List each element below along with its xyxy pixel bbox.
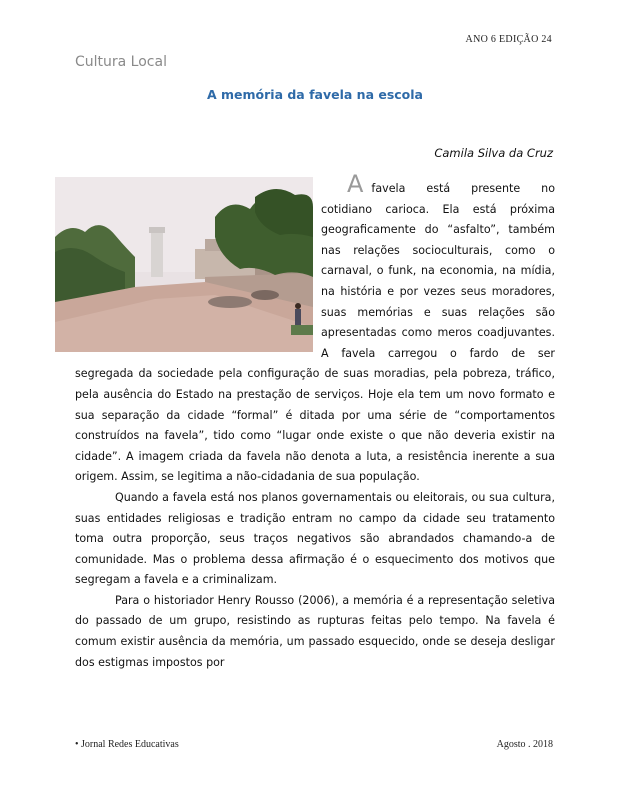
drop-cap: A xyxy=(347,170,364,198)
paragraph-1-text: favela está presente no cotidiano carioca. Ela está próxima geograficamente do “asfalto”, também nas relações socioculturais, como o carnaval, o funk, na economia, na mídia, na história e por vezes seus moradores, suas memórias e suas relações são apresentadas como meros coadjuvantes. A favela carregou o fardo de ser segregada da sociedade pela configuração de suas moradias, pela pobreza, tráfico, pela ausência do Estado na prestação de serviços. Hoje ela tem um novo formato e sua separação da cidade “formal” é ditada por uma série de “comportamentos construídos na favela”, tido como “lugar onde existe o que não deveria existir na cidade”. A imagem criada da favela não denota a luta, a resistência inerente a sua origem. Assim, se legitima a não-cidadania de sua população. xyxy=(75,182,555,484)
favela-street-photo xyxy=(55,177,313,352)
section-title: Cultura Local xyxy=(75,54,167,70)
article-title: A memória da favela na escola xyxy=(206,87,423,102)
article-author: Camila Silva da Cruz xyxy=(434,146,553,160)
issue-label: ANO 6 EDIÇÃO 24 xyxy=(465,34,552,45)
paragraph-2: Quando a favela está nos planos governamentais ou eleitorais, ou sua cultura, suas entidades religiosas e tradição entram no campo da cidade seu tratamento toma outra proporção, seus traços negativos são abrandados chamando-a de comunidade. Mas o problema dessa afirmação é o esquecimento dos motivos que segregam a favela e a criminalizam. xyxy=(75,490,555,587)
footer-date: Agosto . 2018 xyxy=(496,739,553,750)
article-body xyxy=(75,170,555,673)
paragraph-3: Para o historiador Henry Rousso (2006), a memória é a representação seletiva do passado de um grupo, resistindo as rupturas feitas pelo tempo. Na favela é comum existir ausência da memória, um passado esquecido, onde se deseja desligar dos estigmas impostos por xyxy=(75,593,555,669)
footer-publication: • Jornal Redes Educativas xyxy=(75,739,179,750)
street-photo-illustration xyxy=(55,177,313,352)
